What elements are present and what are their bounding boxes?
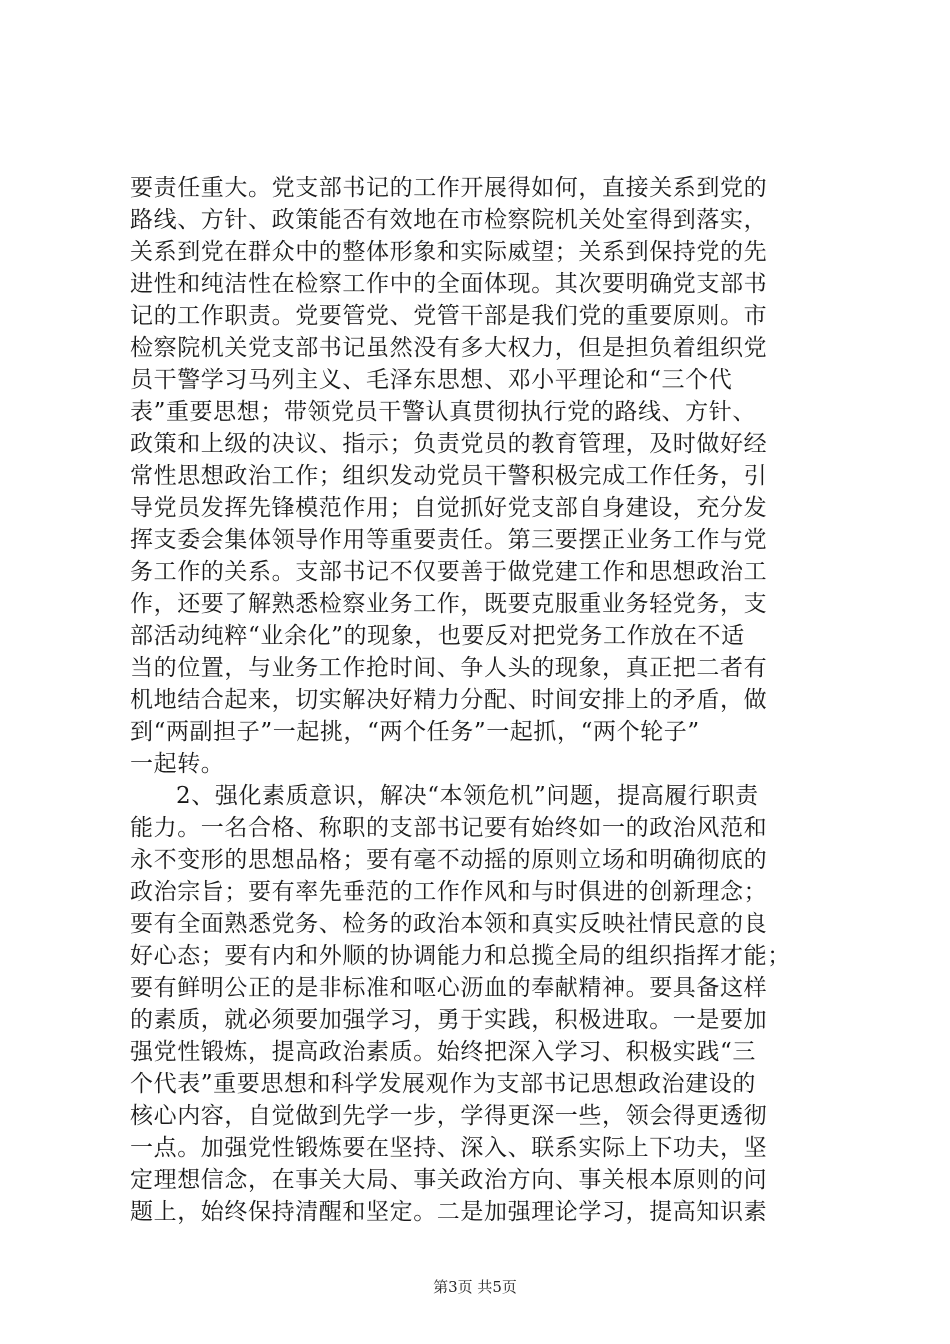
text-line: 员干警学习马列主义、毛泽东思想、邓小平理论和“三个代 [130, 367, 733, 393]
text-line: 路线、方针、政策能否有效地在市检察院机关处室得到落实， [130, 207, 768, 233]
text-line: 机地结合起来，切实解决好精力分配、时间安排上的矛盾，做 [130, 687, 768, 713]
text-line: 要责任重大。党支部书记的工作开展得如何，直接关系到党的 [130, 175, 768, 201]
text-line: 记的工作职责。党要管党、党管干部是我们党的重要原则。市 [130, 303, 768, 329]
text-line: 永不变形的思想品格；要有毫不动摇的原则立场和明确彻底的 [130, 847, 768, 873]
text-line: 作，还要了解熟悉检察业务工作，既要克服重业务轻党务，支 [130, 591, 768, 617]
text-line: 定理想信念，在事关大局、事关政治方向、事关根本原则的问 [130, 1167, 768, 1193]
text-line: 关系到党在群众中的整体形象和实际威望；关系到保持党的先 [130, 239, 768, 265]
text-line: 常性思想政治工作；组织发动党员干警积极完成工作任务，引 [130, 463, 768, 489]
text-line: 到“两副担子”一起挑，“两个任务”一起抓，“两个轮子” [130, 719, 700, 745]
text-line: 政策和上级的决议、指示；负责党员的教育管理，及时做好经 [130, 431, 768, 457]
text-line: 题上，始终保持清醒和坚定。二是加强理论学习，提高知识素 [130, 1199, 768, 1225]
text-line: 挥支委会集体领导作用等重要责任。第三要摆正业务工作与党 [130, 527, 768, 553]
text-line: 的素质，就必须要加强学习，勇于实践，积极进取。一是要加 [130, 1007, 768, 1033]
text-line: 个代表”重要思想和科学发展观作为支部书记思想政治建设的 [130, 1071, 756, 1097]
text-line: 强党性锻炼，提高政治素质。始终把深入学习、积极实践“三 [130, 1039, 756, 1065]
body-text [130, 172, 820, 1228]
text-line: 导党员发挥先锋模范作用；自觉抓好党支部自身建设，充分发 [130, 495, 768, 521]
paragraph-start-line: 2、强化素质意识，解决“本领危机”问题，提高履行职责 [176, 783, 759, 809]
text-line: 一起转。 [130, 751, 225, 777]
text-line: 检察院机关党支部书记虽然没有多大权力，但是担负着组织党 [130, 335, 768, 361]
text-line: 进性和纯洁性在检察工作中的全面体现。其次要明确党支部书 [130, 271, 768, 297]
text-line: 好心态；要有内和外顺的协调能力和总揽全局的组织指挥才能； [130, 943, 791, 969]
text-line: 当的位置，与业务工作抢时间、争人头的现象，真正把二者有 [130, 655, 768, 681]
text-line: 一点。加强党性锻炼要在坚持、深入、联系实际上下功夫，坚 [130, 1135, 768, 1161]
text-line: 要有全面熟悉党务、检务的政治本领和真实反映社情民意的良 [130, 911, 768, 937]
text-line: 能力。一名合格、称职的支部书记要有始终如一的政治风范和 [130, 815, 768, 841]
text-line: 政治宗旨；要有率先垂范的工作作风和与时俱进的创新理念； [130, 879, 768, 905]
page-footer: 第3页 共5页 [433, 1278, 517, 1296]
text-line: 表”重要思想；带领党员干警认真贯彻执行党的路线、方针、 [130, 399, 756, 425]
text-line: 部活动纯粹“业余化”的现象，也要反对把党务工作放在不适 [130, 623, 745, 649]
text-line: 核心内容，自觉做到先学一步，学得更深一些，领会得更透彻 [130, 1103, 768, 1129]
text-line: 要有鲜明公正的是非标准和呕心沥血的奉献精神。要具备这样 [130, 975, 768, 1001]
text-line: 务工作的关系。支部书记不仅要善于做党建工作和思想政治工 [130, 559, 768, 585]
